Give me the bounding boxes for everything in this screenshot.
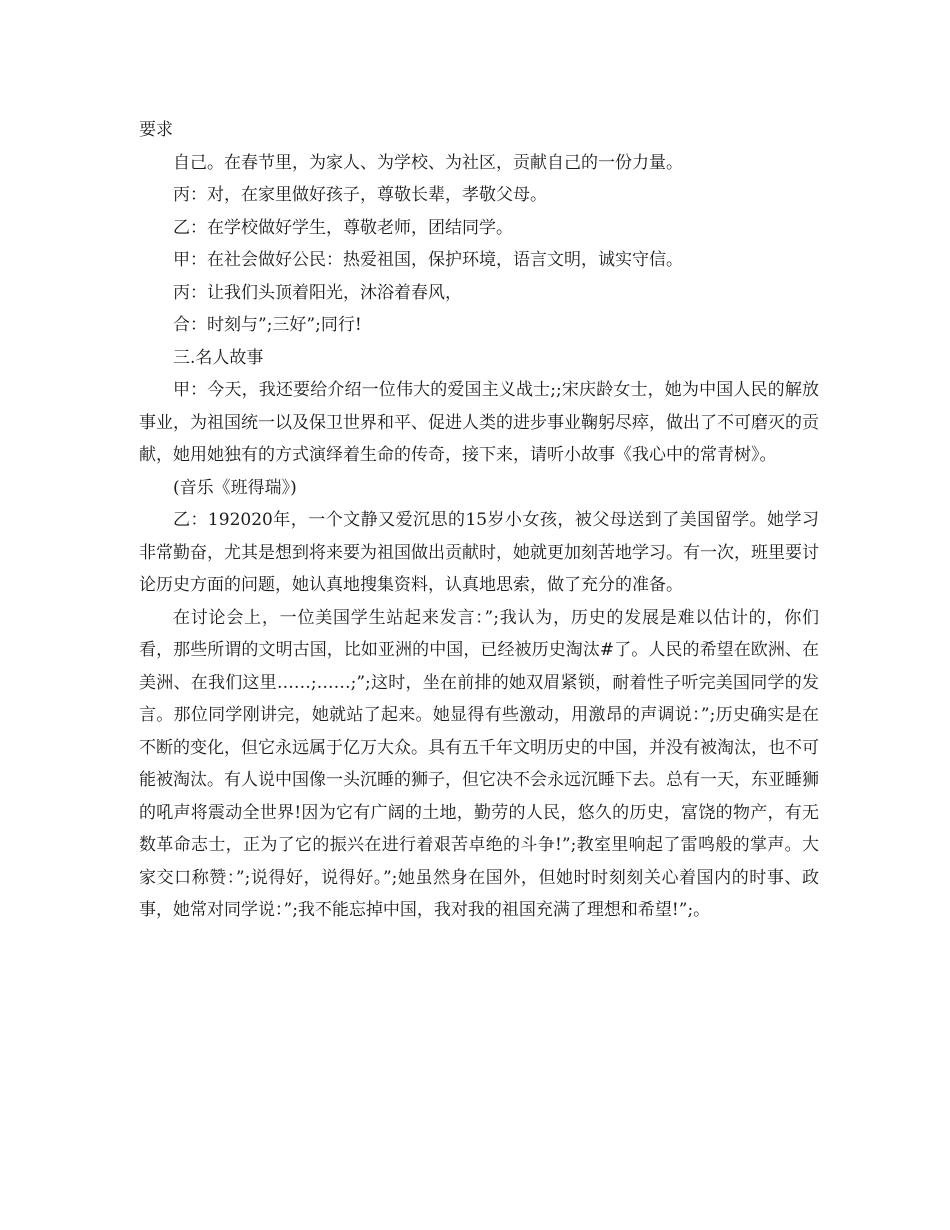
paragraph-bing-home: 丙：对，在家里做好孩子，尊敬长辈，孝敬父母。 [173, 185, 547, 205]
paragraph-yi-school: 乙：在学校做好学生，尊敬老师，团结同学。 [173, 217, 513, 238]
document-body [139, 114, 819, 927]
paragraph-jia-society: 甲：在社会做好公民：热爱祖国，保护环境，语言文明，诚实守信。 [173, 250, 683, 270]
paragraph-yi-story: 乙：192020年，一个文静又爱沉思的15岁小女孩，被父母送到了美国留学。她学习非常勤奋，尤其是想到将来要为祖国做出贡献时，她就更加刻苦地学习。有一次，班里要讨论历史方面的问题，她认真地搜集资料，认真地思索，做了充分的准备。 [139, 510, 819, 595]
section-heading: 要求 [139, 120, 173, 140]
paragraph-bing-sunshine: 丙：让我们头顶着阳光，沐浴着春风， [173, 282, 462, 303]
paragraph-contribution: 自己。在春节里，为家人、为学校、为社区，贡献自己的一份力量。 [173, 152, 683, 173]
section-title-famous-stories: 三.名人故事 [173, 347, 264, 368]
paragraph-jia-introduction: 甲：今天，我还要给介绍一位伟大的爱国主义战士;;宋庆龄女士，她为中国人民的解放事业，为祖国统一以及保卫世界和平、促进人类的进步事业鞠躬尽瘁，做出了不可磨灭的贡献，她用她独有的方式演绎着生命的传奇，接下来，请听小故事《我心中的常青树》。 [139, 380, 819, 465]
paragraph-music-note: (音乐《班得瑞》) [173, 477, 297, 498]
paragraph-discussion: 在讨论会上，一位美国学生站起来发言：”;我认为，历史的发展是难以估计的，你们看，那些所谓的文明古国，比如亚洲的中国，已经被历史淘汰#了。人民的希望在欧洲、在美洲、在我们这里……;……;”;这时，坐在前排的她双眉紧锁，耐着性子听完美国同学的发言。那位同学刚讲完，她就站了起来。她显得有些激动，用激昂的声调说：”;历史确实是在不断的变化，但它永远属于亿万大众。具有五千年文明历史的中国，并没有被淘汰，也不可能被淘汰。有人说中国像一头沉睡的狮子，但它决不会永远沉睡下去。总有一天，东亚睡狮的吼声将震动全世界!因为它有广阔的土地，勤劳的人民，悠久的历史，富饶的物产，有无数革命志士，正为了它的振兴在进行着艰苦卓绝的斗争!”;教室里响起了雷鸣般的掌声。大家交口称赞：”;说得好，说得好。”;她虽然身在国外，但她时时刻刻关心着国内的时事、政事，她常对同学说：”;我不能忘掉中国，我对我的祖国充满了理想和希望!”;。 [139, 607, 819, 920]
paragraph-together: 合：时刻与”;三好”;同行! [173, 315, 362, 335]
